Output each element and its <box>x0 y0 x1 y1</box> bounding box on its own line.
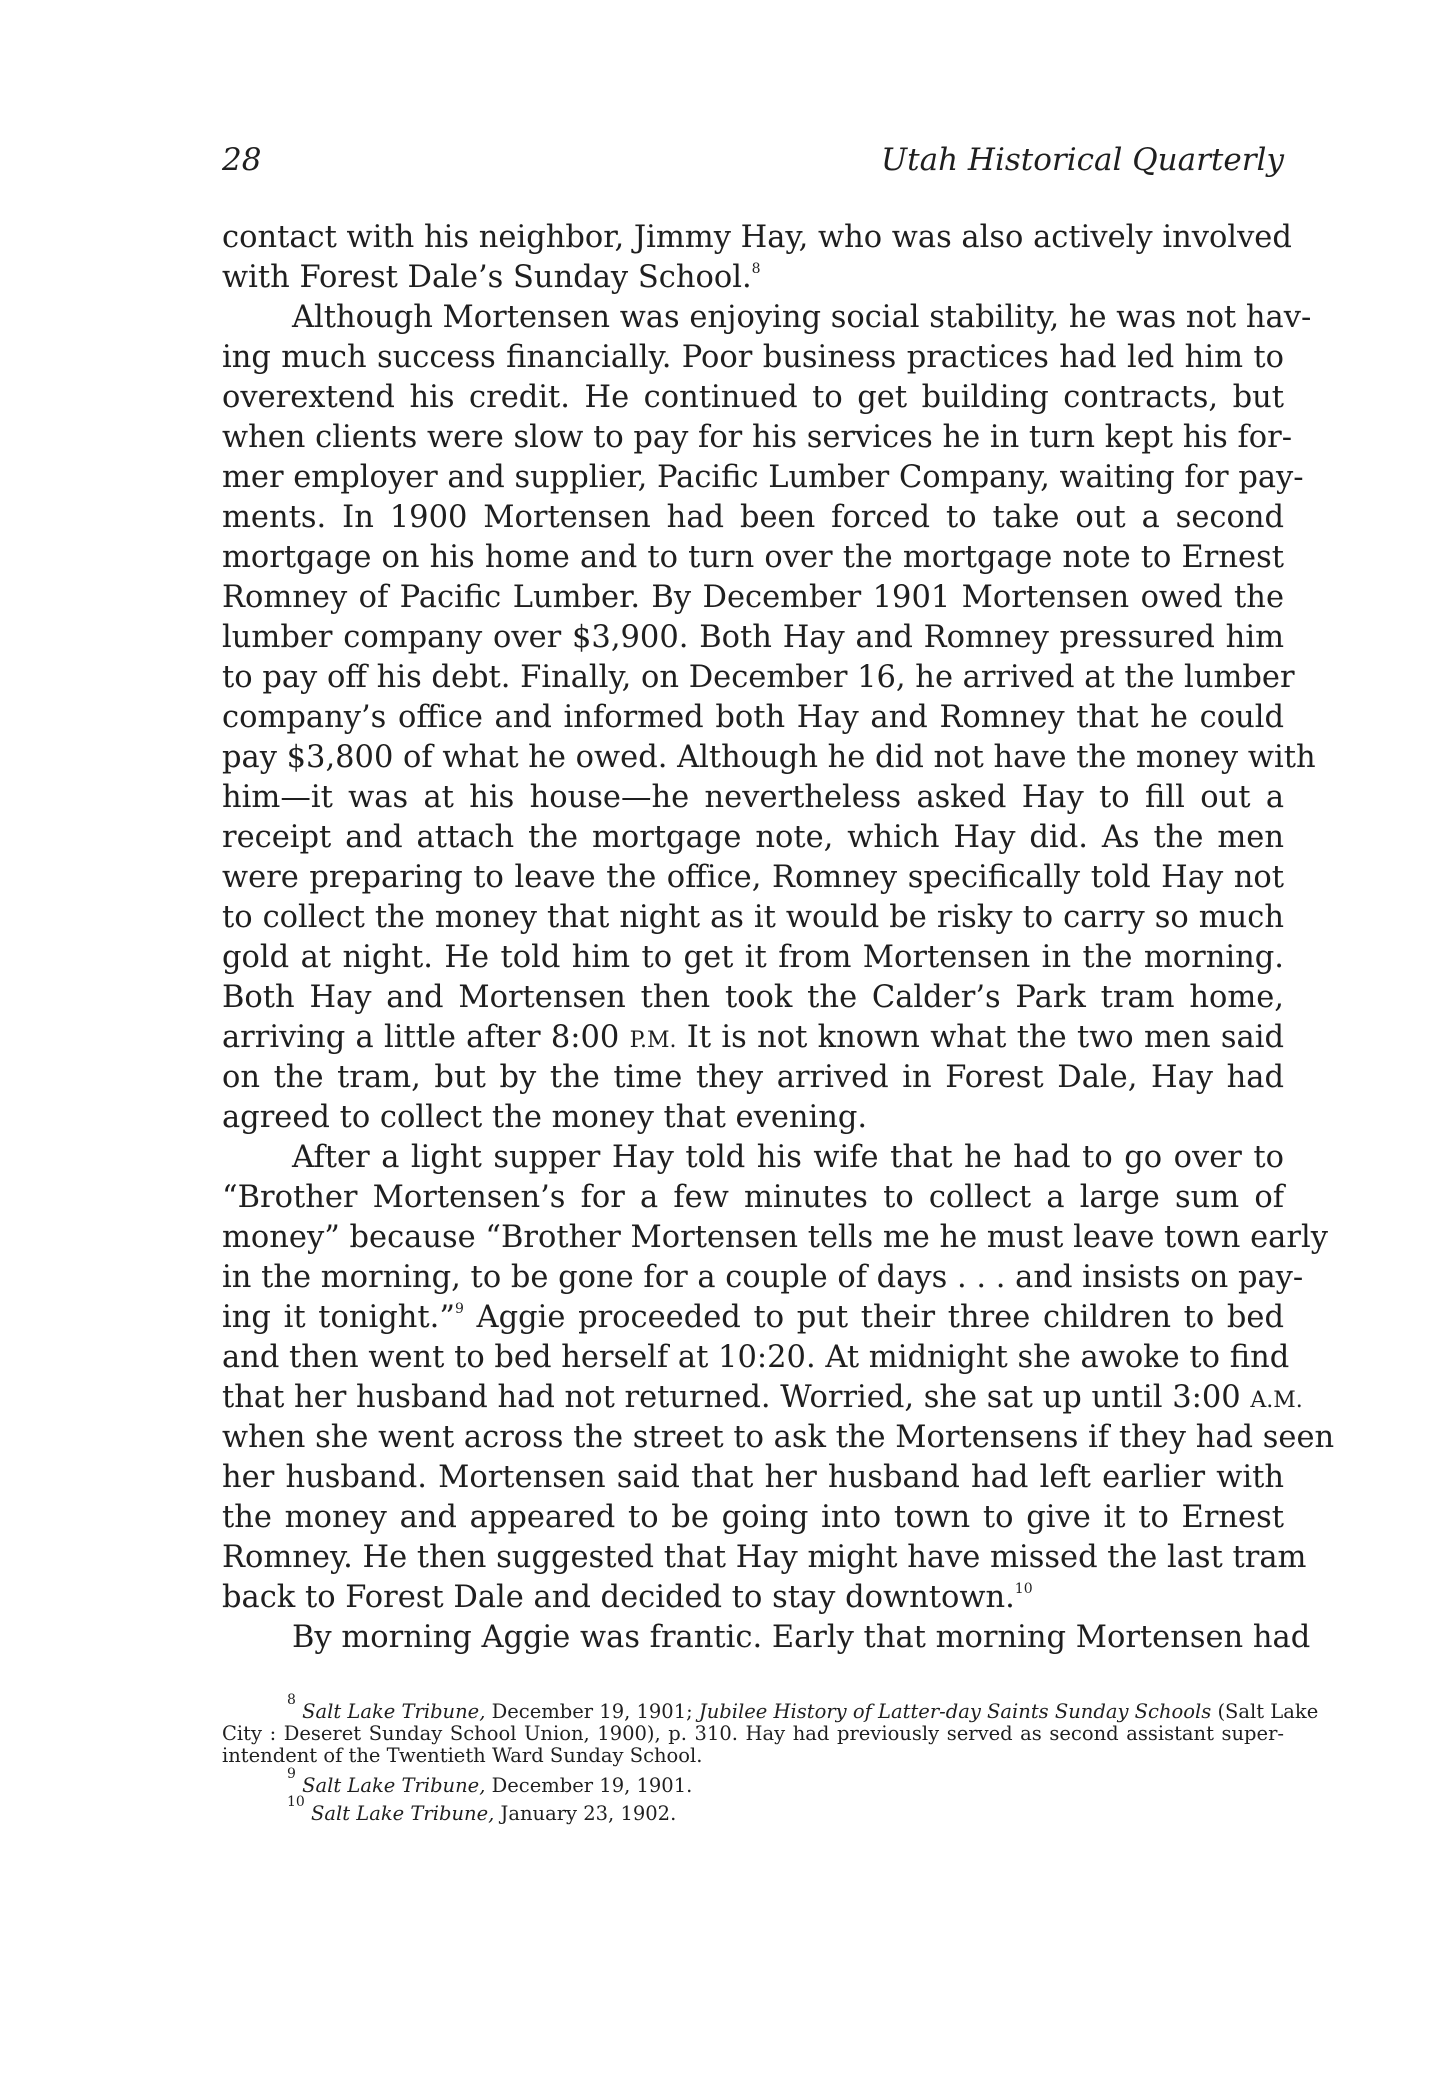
text-line: agreed to collect the money that evening. <box>222 1100 868 1135</box>
text-line: Romney. He then suggested that Hay might have missed the last tram <box>222 1540 1307 1575</box>
footnote-8-line: City : Deseret Sunday School Union, 1900), p. 310. Hay had previously served as second assistant super- <box>222 1721 1284 1745</box>
text-line: lumber company over $3,900. Both Hay and Romney pressured him <box>222 620 1284 655</box>
text-line: pay $3,800 of what he owed. Although he did not have the money with <box>222 740 1316 775</box>
text-line: ing much success financially. Poor business practices had led him to <box>222 340 1284 375</box>
text-line: ments. In 1900 Mortensen had been forced to take out a second <box>222 500 1284 535</box>
footnote-ref-10: 10 <box>1014 1581 1033 1597</box>
text-line: “Brother Mortensen’s for a few minutes to collect a large sum of <box>222 1180 1284 1215</box>
text-line: that her husband had not returned. Worried, she sat up until 3:00 A.M. <box>222 1380 1303 1415</box>
text-line: and then went to bed herself at 10:20. At midnight she awoke to find <box>222 1340 1290 1375</box>
footnote-8-line: intendent of the Twentieth Ward Sunday School. <box>222 1744 703 1767</box>
text-line: ing it tonight.”$^9$ Aggie proceeded to put their three children to bed <box>222 1300 1284 1335</box>
body-text <box>222 218 1335 1658</box>
text-line: to pay off his debt. Finally, on December 16, he arrived at the lumber <box>222 660 1295 695</box>
text-line: on the tram, but by the time they arrived in Forest Dale, Hay had <box>222 1060 1284 1095</box>
text-line: overextend his credit. He continued to get building contracts, but <box>222 380 1284 415</box>
text-line: mer employer and supplier, Pacific Lumber Company, waiting for pay- <box>222 460 1304 495</box>
paragraph-first-line: Although Mortensen was enjoying social stability, he was not hav- <box>292 300 1312 335</box>
text-line: gold at night. He told him to get it from Mortensen in the morning. <box>222 940 1284 975</box>
footnote-10: $^{10}$ Salt Lake Tribune, January 23, 1902. <box>287 1794 677 1825</box>
text-line: company’s office and informed both Hay and Romney that he could <box>222 700 1284 735</box>
text-line: Romney of Pacific Lumber. By December 1901 Mortensen owed the <box>222 580 1284 615</box>
text-line: mortgage on his home and to turn over the mortgage note to Ernest <box>222 540 1284 575</box>
footnote-8: $^8$ Salt Lake Tribune, December 19, 1901; Jubilee History of Latter-day Saints Sunday Schools (Salt Lake <box>287 1692 1319 1723</box>
text-line: when clients were slow to pay for his services he in turn kept his for- <box>222 420 1293 455</box>
text-line: arriving a little after 8:00 P.M. It is not known what the two men said <box>222 1020 1285 1055</box>
text-line: back to Forest Dale and decided to stay downtown.$^{10}$ <box>222 1580 1033 1615</box>
footnote-9: $^9$ Salt Lake Tribune, December 19, 1901. <box>287 1765 693 1797</box>
paragraph-first-line: By morning Aggie was frantic. Early that morning Mortensen had <box>292 1620 1311 1655</box>
text-line: him—it was at his house—he nevertheless asked Hay to fill out a <box>222 780 1284 815</box>
running-head: Utah Historical Quarterly <box>881 142 1284 178</box>
paragraph-first-line: After a light supper Hay told his wife that he had to go over to <box>292 1140 1284 1175</box>
text-line: her husband. Mortensen said that her husband had left earlier with <box>222 1460 1284 1495</box>
text-line: with Forest Dale’s Sunday School.$^8$ <box>222 260 761 295</box>
text-line: Both Hay and Mortensen then took the Calder’s Park tram home, <box>222 980 1284 1015</box>
text-line: the money and appeared to be going into town to give it to Ernest <box>222 1500 1284 1535</box>
time-pm: P.M. <box>629 1028 677 1053</box>
text-line: to collect the money that night as it would be risky to carry so much <box>222 900 1284 935</box>
text-line: when she went across the street to ask the Mortensens if they had seen <box>222 1420 1335 1455</box>
text-line: contact with his neighbor, Jimmy Hay, who was also actively involved <box>222 220 1292 255</box>
text-line: were preparing to leave the office, Romney specifically told Hay not <box>222 860 1284 895</box>
footnote-ref-9: 9 <box>454 1301 464 1317</box>
footnote-ref-8: 8 <box>751 261 761 277</box>
page-number: 28 <box>222 142 262 178</box>
text-line: money” because “Brother Mortensen tells me he must leave town early <box>222 1220 1328 1255</box>
text-line: receipt and attach the mortgage note, which Hay did. As the men <box>222 820 1284 855</box>
time-am: A.M. <box>1250 1388 1303 1413</box>
footnotes <box>222 1692 1319 1825</box>
text-line: in the morning, to be gone for a couple of days . . . and insists on pay- <box>222 1260 1304 1295</box>
